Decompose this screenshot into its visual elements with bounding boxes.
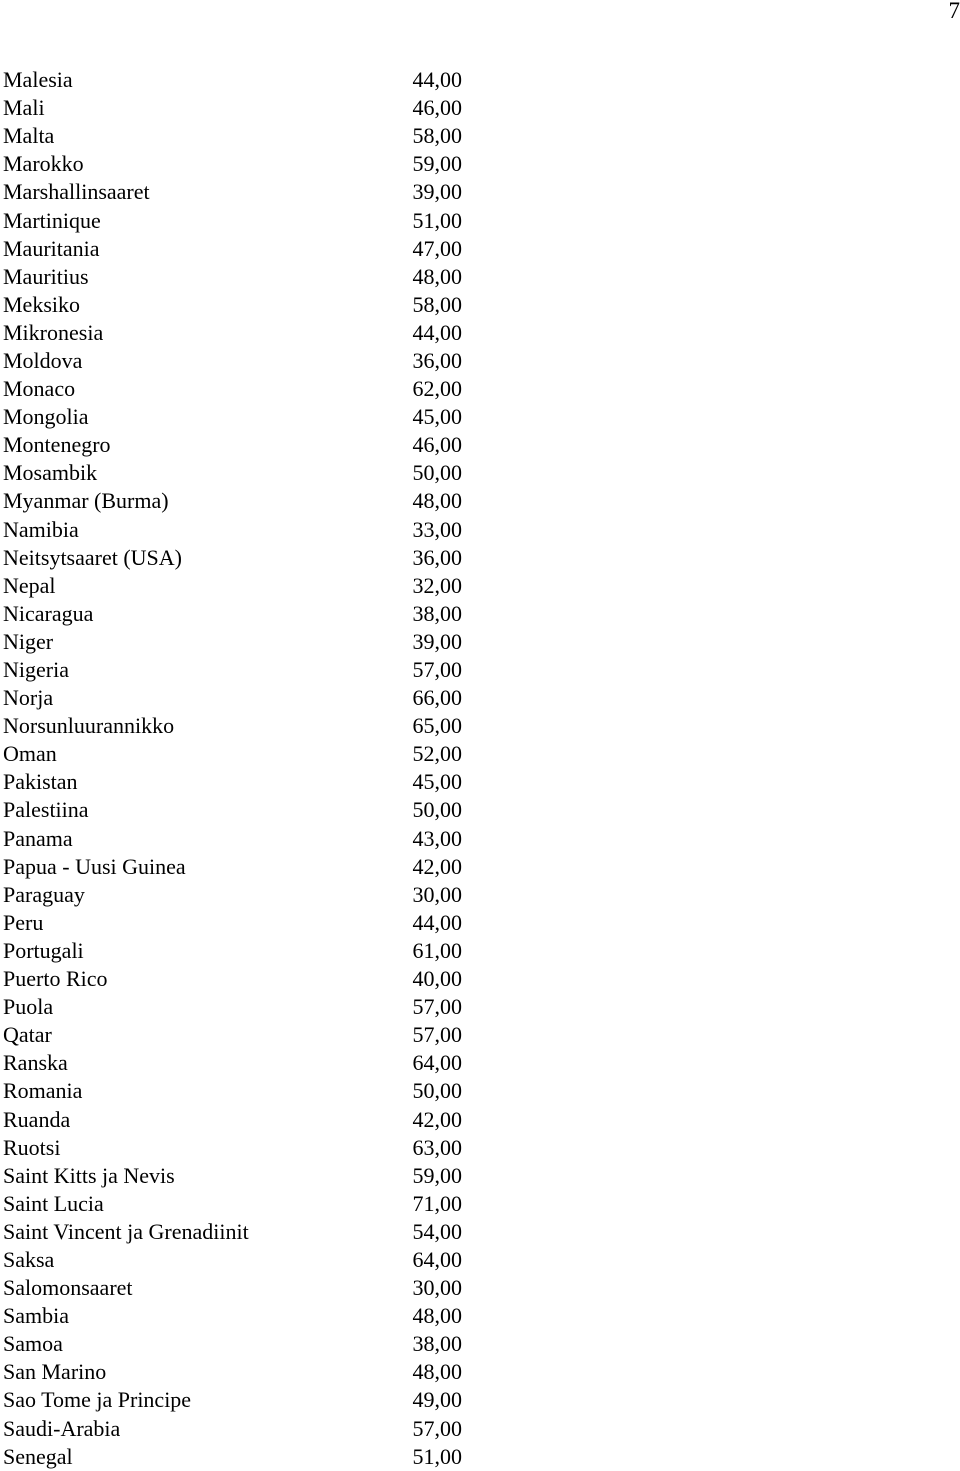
rate-amount: 43,00 <box>342 826 473 852</box>
rate-amount: 58,00 <box>342 123 473 149</box>
rate-row <box>3 516 473 544</box>
rate-row <box>3 853 473 881</box>
country-name: Sao Tome ja Principe <box>3 1387 342 1413</box>
rate-row <box>3 319 473 347</box>
rate-row <box>3 1302 473 1330</box>
country-name: Samoa <box>3 1331 342 1357</box>
rate-row <box>3 1415 473 1443</box>
rate-amount: 49,00 <box>342 1387 473 1413</box>
rate-amount: 62,00 <box>342 376 473 402</box>
rate-row <box>3 544 473 572</box>
country-name: Saint Vincent ja Grenadiinit <box>3 1219 342 1245</box>
country-name: Niger <box>3 629 342 655</box>
rate-row <box>3 993 473 1021</box>
rate-amount: 42,00 <box>342 1107 473 1133</box>
country-name: Norsunluurannikko <box>3 713 342 739</box>
rate-row <box>3 572 473 600</box>
country-name: San Marino <box>3 1359 342 1385</box>
rate-row <box>3 122 473 150</box>
rate-row <box>3 403 473 431</box>
rate-row <box>3 825 473 853</box>
rate-amount: 47,00 <box>342 236 473 262</box>
rate-row <box>3 1330 473 1358</box>
rate-amount: 39,00 <box>342 629 473 655</box>
rate-row <box>3 1021 473 1049</box>
rate-amount: 48,00 <box>342 1359 473 1385</box>
country-name: Saksa <box>3 1247 342 1273</box>
country-name: Oman <box>3 741 342 767</box>
rate-amount: 44,00 <box>342 320 473 346</box>
country-name: Nicaragua <box>3 601 342 627</box>
country-name: Salomonsaaret <box>3 1275 342 1301</box>
country-name: Saint Lucia <box>3 1191 342 1217</box>
rate-amount: 50,00 <box>342 797 473 823</box>
rate-row <box>3 1274 473 1302</box>
rate-row <box>3 66 473 94</box>
country-name: Neitsytsaaret (USA) <box>3 545 342 571</box>
country-name: Nigeria <box>3 657 342 683</box>
country-name: Mauritania <box>3 236 342 262</box>
rate-amount: 61,00 <box>342 938 473 964</box>
country-name: Ruotsi <box>3 1135 342 1161</box>
rate-row <box>3 1077 473 1105</box>
country-name: Nepal <box>3 573 342 599</box>
rate-amount: 36,00 <box>342 545 473 571</box>
rate-amount: 39,00 <box>342 179 473 205</box>
rate-row <box>3 94 473 122</box>
rate-amount: 40,00 <box>342 966 473 992</box>
rate-amount: 58,00 <box>342 292 473 318</box>
rate-amount: 57,00 <box>342 1416 473 1442</box>
rate-amount: 57,00 <box>342 994 473 1020</box>
country-name: Namibia <box>3 517 342 543</box>
rate-amount: 65,00 <box>342 713 473 739</box>
rate-row <box>3 206 473 234</box>
country-name: Moldova <box>3 348 342 374</box>
country-name: Puola <box>3 994 342 1020</box>
country-name: Mali <box>3 95 342 121</box>
rate-row <box>3 796 473 824</box>
country-name: Qatar <box>3 1022 342 1048</box>
country-name: Monaco <box>3 376 342 402</box>
rate-amount: 71,00 <box>342 1191 473 1217</box>
rate-amount: 46,00 <box>342 95 473 121</box>
rate-row <box>3 684 473 712</box>
country-name: Norja <box>3 685 342 711</box>
rate-amount: 33,00 <box>342 517 473 543</box>
rate-amount: 51,00 <box>342 1444 473 1470</box>
rate-amount: 57,00 <box>342 1022 473 1048</box>
rate-row <box>3 1190 473 1218</box>
rate-row <box>3 1443 473 1471</box>
country-name: Mikronesia <box>3 320 342 346</box>
rate-amount: 52,00 <box>342 741 473 767</box>
rate-row <box>3 712 473 740</box>
rate-row <box>3 768 473 796</box>
rate-amount: 36,00 <box>342 348 473 374</box>
country-name: Puerto Rico <box>3 966 342 992</box>
country-name: Mauritius <box>3 264 342 290</box>
country-name: Marshallinsaaret <box>3 179 342 205</box>
rate-row <box>3 656 473 684</box>
country-name: Senegal <box>3 1444 342 1470</box>
rate-row <box>3 235 473 263</box>
rate-amount: 38,00 <box>342 1331 473 1357</box>
country-name: Malesia <box>3 67 342 93</box>
rate-amount: 30,00 <box>342 882 473 908</box>
rate-row <box>3 1162 473 1190</box>
rate-row <box>3 459 473 487</box>
rate-row <box>3 487 473 515</box>
country-name: Papua - Uusi Guinea <box>3 854 342 880</box>
country-name: Portugali <box>3 938 342 964</box>
rate-row <box>3 740 473 768</box>
country-name: Ruanda <box>3 1107 342 1133</box>
rate-row <box>3 628 473 656</box>
rate-amount: 44,00 <box>342 67 473 93</box>
rate-row <box>3 431 473 459</box>
country-name: Paraguay <box>3 882 342 908</box>
country-name: Meksiko <box>3 292 342 318</box>
rate-row <box>3 1105 473 1133</box>
rate-row <box>3 1049 473 1077</box>
rate-row <box>3 1358 473 1386</box>
country-name: Malta <box>3 123 342 149</box>
page-number: 7 <box>949 0 960 23</box>
rate-amount: 54,00 <box>342 1219 473 1245</box>
rate-amount: 45,00 <box>342 404 473 430</box>
rate-amount: 30,00 <box>342 1275 473 1301</box>
country-name: Palestiina <box>3 797 342 823</box>
country-name: Marokko <box>3 151 342 177</box>
rate-amount: 50,00 <box>342 460 473 486</box>
rate-row <box>3 291 473 319</box>
rate-amount: 57,00 <box>342 657 473 683</box>
country-name: Myanmar (Burma) <box>3 488 342 514</box>
rate-amount: 48,00 <box>342 488 473 514</box>
rate-row <box>3 1134 473 1162</box>
country-name: Pakistan <box>3 769 342 795</box>
country-name: Martinique <box>3 208 342 234</box>
country-name: Sambia <box>3 1303 342 1329</box>
rate-amount: 46,00 <box>342 432 473 458</box>
rate-row <box>3 937 473 965</box>
country-name: Montenegro <box>3 432 342 458</box>
rate-row <box>3 1386 473 1414</box>
rate-row <box>3 1218 473 1246</box>
rate-amount: 64,00 <box>342 1050 473 1076</box>
rate-amount: 32,00 <box>342 573 473 599</box>
country-name: Romania <box>3 1078 342 1104</box>
country-name: Saint Kitts ja Nevis <box>3 1163 342 1189</box>
rate-row <box>3 347 473 375</box>
rate-amount: 59,00 <box>342 151 473 177</box>
rate-row <box>3 150 473 178</box>
rate-amount: 48,00 <box>342 264 473 290</box>
rate-row <box>3 178 473 206</box>
rate-amount: 51,00 <box>342 208 473 234</box>
rate-amount: 50,00 <box>342 1078 473 1104</box>
rate-amount: 63,00 <box>342 1135 473 1161</box>
country-name: Peru <box>3 910 342 936</box>
country-name: Panama <box>3 826 342 852</box>
rate-row <box>3 909 473 937</box>
rate-amount: 66,00 <box>342 685 473 711</box>
rate-amount: 42,00 <box>342 854 473 880</box>
rate-amount: 59,00 <box>342 1163 473 1189</box>
rate-list <box>3 66 473 1471</box>
rate-row <box>3 375 473 403</box>
rate-row <box>3 263 473 291</box>
rate-row <box>3 1246 473 1274</box>
rate-amount: 64,00 <box>342 1247 473 1273</box>
country-name: Saudi-Arabia <box>3 1416 342 1442</box>
rate-amount: 45,00 <box>342 769 473 795</box>
rate-row <box>3 600 473 628</box>
rate-row <box>3 881 473 909</box>
country-name: Mosambik <box>3 460 342 486</box>
rate-amount: 44,00 <box>342 910 473 936</box>
rate-row <box>3 965 473 993</box>
country-name: Ranska <box>3 1050 342 1076</box>
rate-amount: 48,00 <box>342 1303 473 1329</box>
country-name: Mongolia <box>3 404 342 430</box>
rate-amount: 38,00 <box>342 601 473 627</box>
